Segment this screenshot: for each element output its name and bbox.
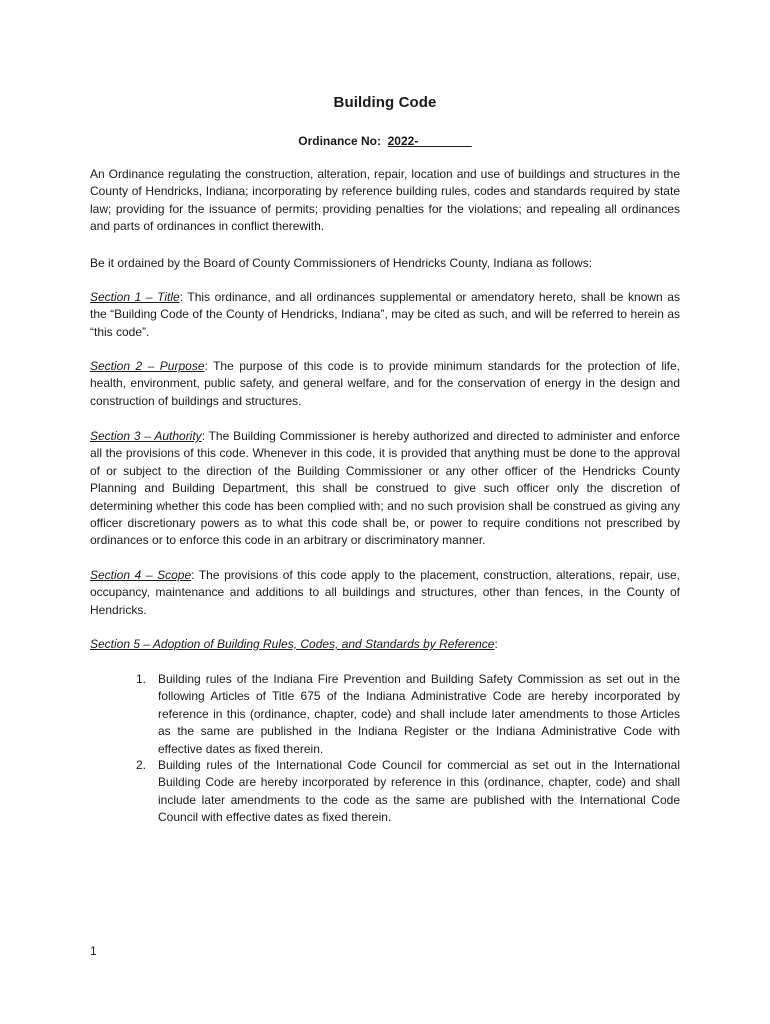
list-item-2 xyxy=(136,757,680,827)
list-item-text: Building rules of the International Code Council for commercial as set out in the International Building Code are hereby incorporated by reference in this (ordinance, chapter, code) and shall include later amendments to the code as the same are published with the International Code Council with effective dates as fixed therein. xyxy=(158,758,680,825)
list-item xyxy=(136,757,680,827)
ordinance-label: Ordinance No: xyxy=(298,134,381,148)
section-3-text: : The Building Commissioner is hereby authorized and directed to administer and enforce all the provisions of this code. Whenever in this code, it is provided that anything must be done to the approval of or subject to the direction of the Building Commissioner or any other officer of the Hendricks County Planning and Building Department, this shall be construed to give such officer only the discretion of determining whether this code has been complied with; and no such provision shall be construed as giving any officer discretionary powers as to what this code shall be, or power to require conditions not prescribed by ordinances or to enforce this code in an arbitrary or discriminatory manner. xyxy=(90,429,680,548)
ordained-paragraph: Be it ordained by the Board of County Commissioners of Hendricks County, Indiana as follows: xyxy=(90,256,593,270)
section-5-paragraph xyxy=(90,636,680,653)
intro-paragraph: An Ordinance regulating the construction, alteration, repair, location and use of buildings and structures in the County of Hendricks, Indiana; incorporating by reference building rules, codes and standards required by state law; providing for the issuance of permits; providing penalties for the violations; and repealing all ordinances and parts of ordinances in conflict therewith. xyxy=(90,167,680,234)
section-3-heading: Section 3 – Authority xyxy=(90,429,202,443)
section-5-text: : xyxy=(494,637,498,651)
list-item-1 xyxy=(136,671,680,758)
ordinance-line xyxy=(0,134,770,148)
section-2-heading: Section 2 – Purpose xyxy=(90,359,205,373)
section-1-text: : This ordinance, and all ordinances supplemental or amendatory hereto, shall be known as the “Building Code of the County of Hendricks, Indiana”, may be cited as such, and will be referred to herein as “this code”. xyxy=(90,290,680,339)
document-title: Building Code xyxy=(333,94,437,111)
list-item-number: 1. xyxy=(136,672,147,686)
section-4-text: : The provisions of this code apply to the placement, construction, alterations, repair, use, occupancy, maintenance and additions to all buildings and structures, other than fences, in the County of Hendricks. xyxy=(90,568,680,617)
section-3-paragraph xyxy=(90,428,680,550)
section-1-heading: Section 1 – Title xyxy=(90,290,180,304)
section-4-paragraph xyxy=(90,567,680,619)
section-1-paragraph xyxy=(90,289,680,341)
ordinance-number: 2022-________ xyxy=(387,134,472,148)
section-2-paragraph xyxy=(90,358,680,410)
section-5-heading: Section 5 – Adoption of Building Rules, Codes, and Standards by Reference xyxy=(90,637,495,651)
page-number: 1 xyxy=(90,944,97,958)
list-item-number: 2. xyxy=(136,758,147,772)
section-2-text: : The purpose of this code is to provide minimum standards for the protection of life, health, environment, public safety, and general welfare, and for the conservation of energy in the design and construction of buildings and structures. xyxy=(90,359,680,408)
list-item-text: Building rules of the Indiana Fire Prevention and Building Safety Commission as set out in the following Articles of Title 675 of the Indiana Administrative Code are hereby incorporated by reference in this (ordinance, chapter, code) and shall include later amendments to those Articles as the same are published in the Indiana Register or the Indiana Administrative Code with effective dates as fixed therein. xyxy=(158,672,680,756)
list-item xyxy=(136,671,680,758)
section-4-heading: Section 4 – Scope xyxy=(90,568,192,582)
